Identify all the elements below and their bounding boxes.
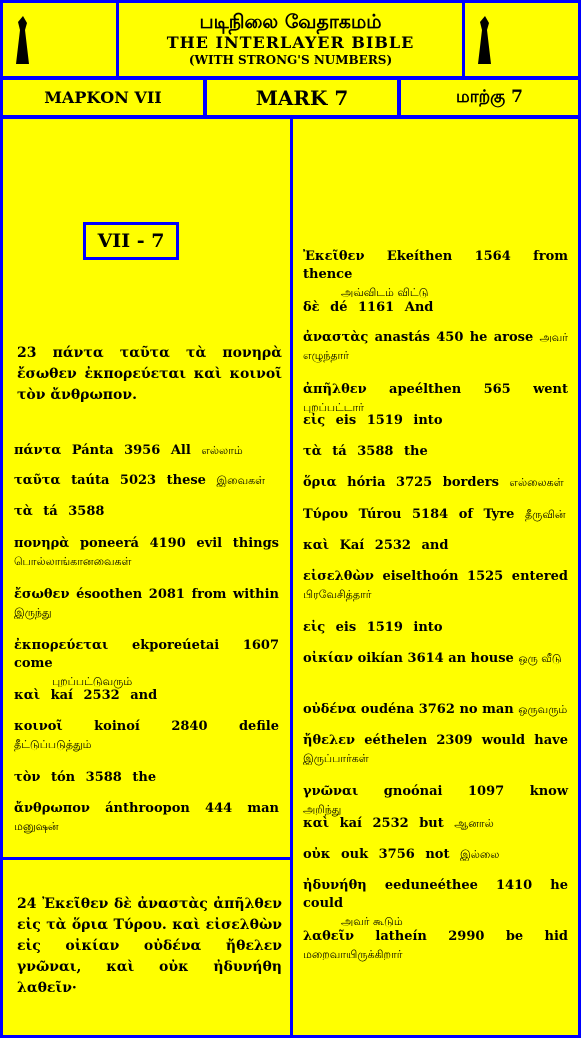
- tamil-gloss: எல்லைகள்: [509, 476, 564, 489]
- transliteration: dé: [330, 300, 348, 315]
- strong-number: 2840: [171, 719, 208, 734]
- strong-number: 3614: [407, 651, 444, 666]
- strong-number: 2532: [374, 538, 411, 553]
- english-gloss: went: [533, 382, 569, 397]
- word-entry: [14, 442, 279, 460]
- tamil-gloss: புறப்பட்டுவரும்: [52, 675, 133, 688]
- english-gloss: the: [403, 444, 428, 459]
- transliteration: ésoothen: [76, 587, 143, 602]
- strong-number: 2309: [436, 733, 473, 748]
- greek-word: ἔσωθεν: [14, 587, 70, 602]
- word-entry: [14, 503, 279, 521]
- strong-number: 3956: [124, 443, 161, 458]
- transliteration: oikían: [357, 651, 403, 666]
- greek-word: δὲ: [303, 300, 320, 315]
- title-tamil: படிநிலை வேதாகமம்: [199, 11, 382, 33]
- english-gloss: evil things: [196, 536, 279, 551]
- transliteration: eis: [335, 620, 357, 635]
- transliteration: tá: [332, 444, 347, 459]
- word-entry: [303, 443, 568, 461]
- english-gloss: but: [419, 816, 444, 831]
- greek-word: κοινοῖ: [14, 719, 63, 734]
- tamil-gloss: இருந்து: [14, 606, 52, 619]
- english-gloss: he could: [303, 878, 568, 911]
- word-entry: [303, 815, 568, 833]
- transliteration: ánthroopon: [105, 801, 190, 816]
- greek-word: ἤθελεν: [303, 733, 356, 748]
- tab-tamil: [401, 80, 578, 115]
- tab-tamil-label: மாற்கு 7: [456, 86, 523, 107]
- greek-word: πάντα: [14, 443, 62, 458]
- word-entry: [303, 474, 568, 492]
- english-gloss: would have: [481, 733, 568, 748]
- english-gloss: and: [130, 688, 158, 703]
- verse-24-text: 24 Ἐκεῖθεν δὲ ἀναστὰς ἀπῆλθεν εἰς τὰ ὅρια Τύρου. καὶ εἰσελθὼν εἰς οἰκίαν οὐδένα ἤθελεν γνῶναι, καὶ οὐκ ἠδυνήθη λαθεῖν·: [17, 896, 282, 996]
- verse-23-text: 23 πάντα ταῦτα τὰ πονηρὰ ἔσωθεν ἐκπορεύεται καὶ κοινοῖ τὸν ἄνθρωπον.: [17, 345, 282, 403]
- transliteration: ouk: [340, 847, 369, 862]
- strong-number: 1097: [468, 784, 505, 799]
- greek-word: εἰς: [303, 620, 326, 635]
- tamil-gloss: ஆனால்: [454, 817, 494, 830]
- right-panel: [293, 119, 578, 1035]
- chapter-label-box: [83, 222, 179, 260]
- greek-word: τὰ: [14, 504, 33, 519]
- tab-greek: [3, 80, 203, 115]
- left-panel: [3, 119, 290, 1035]
- english-gloss: from within: [191, 587, 279, 602]
- word-entry: [14, 687, 279, 705]
- transliteration: koinoí: [94, 719, 140, 734]
- greek-word: ὅρια: [303, 475, 337, 490]
- english-gloss: into: [413, 620, 443, 635]
- word-entry: [303, 412, 568, 430]
- transliteration: eis: [335, 413, 357, 428]
- english-gloss: All: [170, 443, 191, 458]
- word-entry: [303, 732, 568, 768]
- greek-word: καὶ: [303, 816, 330, 831]
- strong-number: 5184: [412, 507, 449, 522]
- verse-separator: [3, 857, 292, 860]
- strong-number: 450: [436, 330, 464, 345]
- tamil-gloss: தீருவின்: [524, 508, 566, 521]
- tamil-gloss: பொல்லாங்கானவைகள்: [14, 555, 132, 568]
- transliteration: taúta: [71, 473, 110, 488]
- chapter-label: VII - 7: [97, 230, 165, 252]
- english-gloss: know: [529, 784, 569, 799]
- strong-number: 2532: [372, 816, 409, 831]
- greek-word: τὰ: [303, 444, 322, 459]
- strong-number: 5023: [119, 473, 157, 488]
- english-gloss: of Tyre: [458, 507, 515, 522]
- strong-number: 1564: [474, 249, 511, 264]
- transliteration: Kaí: [339, 538, 365, 553]
- transliteration: hória: [347, 475, 386, 490]
- word-entry: [303, 701, 568, 719]
- word-entry: [303, 650, 568, 668]
- word-entry: [303, 329, 568, 365]
- greek-word: οἰκίαν: [303, 651, 354, 666]
- greek-word: εἰσελθὼν: [303, 569, 374, 584]
- transliteration: kaí: [50, 688, 73, 703]
- tamil-gloss: ஒரு வீடு: [518, 652, 562, 665]
- transliteration: tón: [50, 770, 76, 785]
- english-gloss: defile: [238, 719, 279, 734]
- word-entry: [14, 718, 279, 754]
- strong-number: 1519: [366, 620, 403, 635]
- word-entry: [14, 586, 279, 622]
- strong-number: 1525: [467, 569, 504, 584]
- word-entry: [14, 769, 279, 787]
- transliteration: eéthelen: [364, 733, 428, 748]
- strong-number: 1607: [242, 638, 280, 653]
- good-news-logo: [472, 12, 572, 68]
- english-gloss: into: [413, 413, 443, 428]
- word-entry: [303, 568, 568, 604]
- tamil-gloss: இவைகள்: [216, 474, 266, 487]
- tamil-gloss: அவ்விடம் விட்டு: [341, 286, 429, 299]
- word-entry: [14, 535, 279, 571]
- transliteration: eiselthoón: [382, 569, 459, 584]
- transliteration: latheín: [375, 929, 427, 944]
- english-gloss: And: [404, 300, 434, 315]
- word-entry: [303, 846, 568, 864]
- strong-number: 565: [483, 382, 511, 397]
- word-entry: [303, 537, 568, 555]
- left-logo-panel: [3, 3, 116, 76]
- tamil-gloss: மனுஷன்: [14, 820, 59, 833]
- title-panel: [119, 3, 462, 76]
- tamil-gloss: ஒருவரும்: [518, 703, 568, 716]
- greek-word: εἰς: [303, 413, 326, 428]
- strong-number: 2532: [83, 688, 120, 703]
- strong-number: 1519: [366, 413, 403, 428]
- strong-number: 2990: [448, 929, 485, 944]
- tamil-gloss: அவர் கூடும்: [341, 915, 403, 928]
- strong-number: 3588: [357, 444, 394, 459]
- greek-word: τὸν: [14, 770, 41, 785]
- english-gloss: man: [247, 801, 279, 816]
- word-entry: [303, 299, 568, 317]
- strong-number: 3588: [85, 770, 122, 785]
- transliteration: anastás: [374, 330, 430, 345]
- word-entry: [14, 637, 279, 691]
- english-gloss: come: [14, 656, 53, 671]
- transliteration: tá: [43, 504, 58, 519]
- greek-word: Ἐκεῖθεν: [303, 249, 365, 264]
- transliteration: gnoónai: [383, 784, 443, 799]
- greek-word: Τύρου: [303, 507, 349, 522]
- tab-english-label: MARK 7: [255, 85, 349, 110]
- greek-word: ἠδυνήθη: [303, 878, 367, 893]
- word-entry: [303, 506, 568, 524]
- tamil-gloss: மறைவாயிருக்கிறார்: [303, 948, 403, 961]
- transliteration: Pánta: [71, 443, 114, 458]
- tamil-gloss: புறப்பட்டார்: [303, 401, 365, 414]
- bellwether-logo: [10, 12, 110, 68]
- english-gloss: borders: [442, 475, 499, 490]
- strong-number: 1410: [495, 878, 533, 893]
- greek-word: ἄνθρωπον: [14, 801, 90, 816]
- english-gloss: entered: [511, 569, 569, 584]
- tamil-gloss: இருப்பார்கள்: [303, 752, 369, 765]
- word-entry: [303, 619, 568, 637]
- greek-word: πονηρὰ: [14, 536, 70, 551]
- tamil-gloss: அறிந்து: [303, 803, 342, 816]
- word-entry: [303, 877, 568, 931]
- greek-word: λαθεῖν: [303, 929, 355, 944]
- word-entry: [303, 248, 568, 302]
- transliteration: poneerá: [79, 536, 139, 551]
- subtitle: (WITH STRONG'S NUMBERS): [188, 53, 393, 67]
- tamil-gloss: தீட்டுப்படுத்தும்: [14, 738, 92, 751]
- greek-word: οὐδένα: [303, 702, 357, 717]
- english-gloss: no man: [459, 702, 514, 717]
- tamil-gloss: எல்லாம்: [201, 444, 243, 457]
- greek-word: ἀπῆλθεν: [303, 382, 367, 397]
- tamil-gloss: பிரவேசித்தார்: [303, 588, 372, 601]
- strong-number: 2081: [148, 587, 185, 602]
- english-gloss: he arose: [469, 330, 534, 345]
- tab-english: [207, 80, 397, 115]
- strong-number: 3762: [418, 702, 455, 717]
- english-gloss: be hid: [505, 929, 569, 944]
- strong-number: 1161: [358, 300, 395, 315]
- word-entry: [303, 783, 568, 819]
- greek-word: ἐκπορεύεται: [14, 638, 109, 653]
- word-entry: [14, 472, 279, 490]
- tab-greek-label: ΜΑΡΚΟΝ VII: [44, 88, 162, 107]
- transliteration: oudéna: [360, 702, 415, 717]
- greek-word: οὐκ: [303, 847, 331, 862]
- strong-number: 4190: [149, 536, 186, 551]
- transliteration: kaí: [339, 816, 362, 831]
- greek-word: καὶ: [14, 688, 41, 703]
- english-gloss: and: [421, 538, 449, 553]
- greek-word: ταῦτα: [14, 473, 61, 488]
- english-gloss: not: [425, 847, 450, 862]
- strong-number: 444: [205, 801, 233, 816]
- strong-number: 3725: [396, 475, 433, 490]
- english-gloss: these: [166, 473, 206, 488]
- transliteration: Ekeíthen: [386, 249, 453, 264]
- greek-word: καὶ: [303, 538, 330, 553]
- english-gloss: from thence: [303, 249, 569, 282]
- word-entry: [303, 928, 568, 964]
- strong-number: 3588: [68, 504, 105, 519]
- english-gloss: the: [132, 770, 157, 785]
- english-gloss: an house: [448, 651, 514, 666]
- transliteration: eeduneéthee: [384, 878, 478, 893]
- title-english: THE INTERLAYER BIBLE: [166, 33, 415, 52]
- right-logo-panel: [465, 3, 578, 76]
- strong-number: 3756: [378, 847, 415, 862]
- word-entry: [14, 800, 279, 836]
- tamil-gloss: அவர் எழுந்தார்: [303, 331, 569, 362]
- greek-word: ἀναστὰς: [303, 330, 369, 345]
- transliteration: ekporeúetai: [131, 638, 220, 653]
- greek-word: γνῶναι: [303, 784, 359, 799]
- transliteration: Túrou: [358, 507, 402, 522]
- transliteration: apeélthen: [389, 382, 462, 397]
- tamil-gloss: இல்லை: [460, 848, 500, 861]
